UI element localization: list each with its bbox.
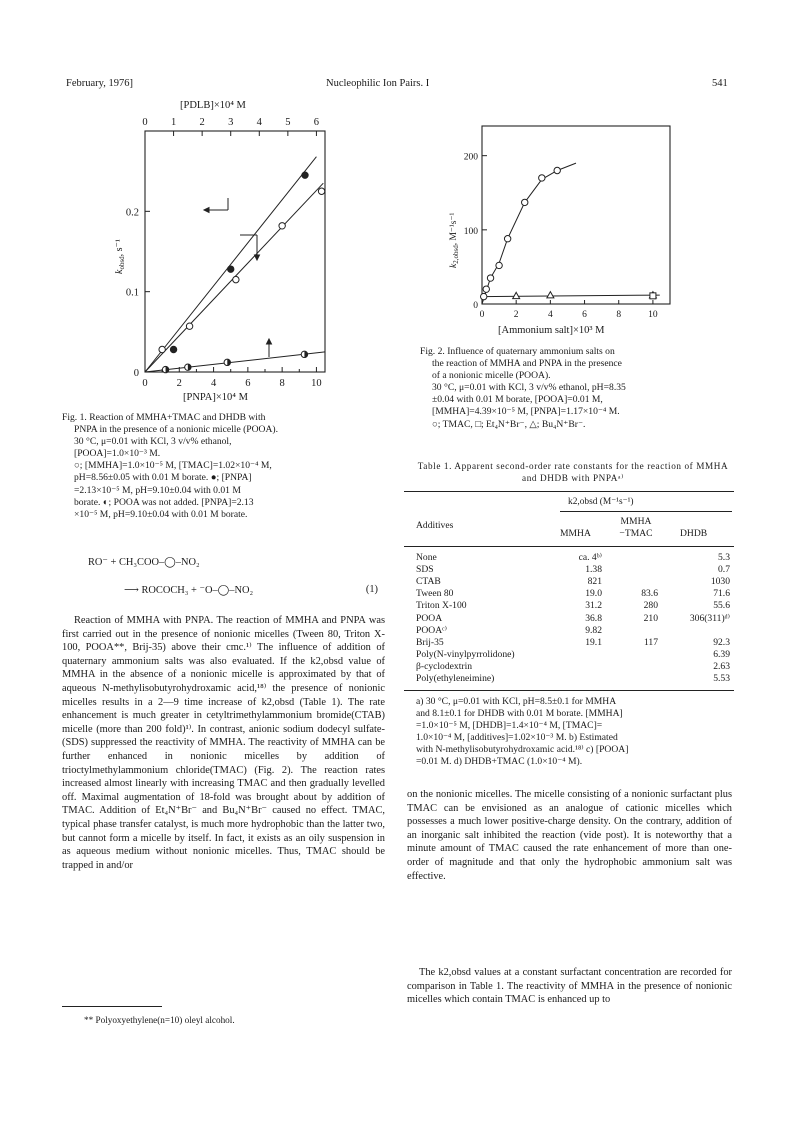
- fig1-axis-ticks: [145, 131, 316, 372]
- table-cell-mmha: 1.38: [585, 563, 602, 575]
- fig1-caption-line: 30 °C, μ=0.01 with KCl, 3 v/v% ethanol,: [74, 436, 232, 448]
- fig2-flat-line: [482, 295, 660, 296]
- table-note-line: and 8.1±0.1 for DHDB with 0.01 M borate. [MMHA]: [416, 708, 623, 720]
- equation-number: (1): [365, 584, 378, 595]
- table-cell-mmha-tmac: [612, 563, 672, 575]
- fig1-data-point-half-filled-circle: [162, 366, 168, 372]
- table-cell-mmha-tmac: 117: [643, 636, 658, 648]
- table-row: [414, 624, 732, 636]
- header-page-number: 541: [712, 78, 728, 89]
- fig2-data-point-open-circle: [522, 199, 528, 205]
- table-bottom-rule: [404, 690, 734, 691]
- fig2-x-tick-labels: [480, 310, 658, 320]
- fig2-caption-line: of a nonionic micelle (POOA).: [432, 370, 551, 382]
- table-header-k2obsd: k2,obsd (M⁻¹s⁻¹): [568, 497, 634, 507]
- table-cell-dhdb: 2.63: [713, 661, 730, 673]
- fig2-data-point-open-circle: [504, 236, 510, 242]
- table-cell-additive: Triton X-100: [416, 600, 467, 612]
- fig2-caption-line: Influence of quaternary ammonium salts on: [447, 346, 615, 357]
- fig2-data-point-open-square: [650, 293, 656, 299]
- fig1-x-tick-label: 0: [142, 378, 148, 389]
- table-cell-mmha-tmac: 210: [643, 612, 658, 624]
- fig1-data-point-filled-circle: [302, 172, 308, 178]
- fig2-data-point-open-circle: [554, 167, 560, 173]
- table-cell-dhdb: 6.39: [713, 649, 730, 661]
- fig2-plot-frame: [482, 126, 670, 304]
- fig1-data-point-open-circle: [186, 323, 192, 329]
- fig2-y-tick-label: 100: [463, 226, 478, 237]
- figure-1-chart: [100, 96, 350, 404]
- fig1-top-tick-label: 2: [199, 117, 205, 128]
- footnote: ** Polyoxyethylene(n=10) oleyl alcohol.: [84, 1015, 235, 1025]
- fig1-x-tick-label: 6: [245, 378, 251, 389]
- header-title: Nucleophilic Ion Pairs. I: [326, 78, 430, 89]
- fig1-plot-frame: [145, 131, 325, 372]
- table-cell-mmha-tmac: [612, 624, 672, 636]
- fig1-top-tick-labels: [142, 117, 319, 128]
- table-top-rule: [404, 491, 734, 492]
- fig2-caption-line: ○; TMAC, □; Et₄N⁺Br⁻, △; Bu₄N⁺Br⁻.: [432, 418, 586, 430]
- table-row: [414, 575, 732, 587]
- table-cell-mmha-tmac: [612, 575, 672, 587]
- fig1-data-point-filled-circle: [228, 266, 234, 272]
- equation-line-2: ⟶ ROCOCH₃ + ⁻O–◯–NO₂: [124, 585, 254, 596]
- table-cell-additive: POOA: [416, 612, 443, 624]
- fig1-data-point-filled-circle: [170, 346, 176, 352]
- fig2-data-point-open-circle: [539, 175, 545, 181]
- table-header-mmha-tmac: MMHA −TMAC: [619, 516, 653, 539]
- table-1-notes: [416, 696, 736, 769]
- fig2-data-point-open-circle: [481, 293, 487, 299]
- table-cell-mmha: [556, 649, 612, 661]
- footnote-divider: [62, 1006, 162, 1007]
- table-1: [414, 551, 732, 685]
- fig2-data-point-open-triangle: [513, 292, 520, 298]
- table-cell-mmha: 9.82: [585, 624, 602, 636]
- fig1-caption-line: ×10⁻⁵ M, pH=9.10±0.04 with 0.01 M borate.: [74, 508, 248, 520]
- fig2-y-tick-label: 0: [473, 301, 478, 311]
- fig2-x-tick-label: 10: [648, 310, 658, 320]
- fig1-data-point-open-circle: [318, 188, 324, 194]
- table-cell-mmha-tmac: [612, 551, 672, 563]
- fig1-x-tick-label: 10: [311, 378, 322, 389]
- table-cell-dhdb: 5.3: [718, 551, 730, 563]
- equation-1: [88, 556, 378, 596]
- table-cell-mmha-tmac: 280: [643, 600, 658, 612]
- table-row: [414, 636, 732, 648]
- fig1-data-point-half-filled-circle: [185, 364, 191, 370]
- fig2-axis-ticks: [482, 156, 653, 304]
- table-cell-additive: Brij-35: [416, 636, 444, 648]
- table-row: [414, 649, 732, 661]
- fig1-caption-title: Fig. 1.: [62, 412, 87, 423]
- fig1-regression-line-half: [145, 352, 325, 372]
- table-row: [414, 600, 732, 612]
- figure-2-caption: [420, 346, 730, 431]
- table-cell-mmha: [556, 673, 612, 685]
- fig1-top-tick-label: 0: [142, 117, 148, 128]
- header-date: February, 1976]: [66, 78, 133, 89]
- table-header-additives: Additives: [416, 520, 454, 531]
- fig2-x-tick-label: 4: [547, 310, 553, 320]
- fig1-data-point-open-circle: [159, 346, 165, 352]
- table-cell-dhdb: 71.6: [713, 588, 730, 600]
- fig1-y-tick-label: 0.1: [125, 287, 139, 299]
- table-cell-mmha: [556, 661, 612, 673]
- fig1-data-point-open-circle: [279, 223, 285, 229]
- table-cell-mmha: 19.1: [585, 636, 602, 648]
- table-note-line: =0.01 M. d) DHDB+TMAC (1.0×10⁻⁴ M).: [416, 756, 583, 768]
- fig1-y-tick-label: 0: [133, 368, 139, 379]
- fig2-y-axis-label: $k_{2,obsd}$, M⁻¹s⁻¹: [449, 212, 460, 268]
- table-cell-mmha: 19.0: [585, 588, 602, 600]
- fig2-caption-line: 30 °C, μ=0.01 with KCl, 3 v/v% ethanol, pH=8.35: [432, 382, 626, 394]
- fig1-top-tick-label: 3: [228, 117, 234, 128]
- fig1-top-tick-label: 6: [313, 117, 320, 128]
- fig1-x-tick-label: 2: [176, 378, 182, 389]
- table-cell-additive: None: [416, 551, 437, 563]
- table-cell-dhdb: 55.6: [713, 600, 730, 612]
- fig1-y-tick-labels: [126, 207, 139, 379]
- table-cell-additive: β-cyclodextrin: [416, 661, 473, 673]
- fig2-caption-line: the reaction of MMHA and PNPA in the presence: [432, 358, 622, 370]
- table-cell-dhdb: 306(311)ᵈ⁾: [689, 612, 730, 624]
- fig1-y-axis-label: $k_{obsd}$, s⁻¹: [114, 239, 126, 274]
- table-cell-dhdb: [672, 624, 732, 636]
- fig1-x-tick-labels: [142, 378, 321, 389]
- table-row: [414, 661, 732, 673]
- table-cell-mmha: 36.8: [585, 612, 602, 624]
- right-body-paragraph: The k2,obsd values at a constant surfactant concentration are recorded for comparison in Table 1. The reactivity of MMHA in the presence of nonionic micelles which contain TMAC is enhanced up to: [407, 967, 732, 1006]
- table-cell-mmha-tmac: 83.6: [641, 588, 658, 600]
- fig2-x-tick-label: 0: [479, 310, 485, 320]
- fig2-x-axis-label: [Ammonium salt]×10³ M: [498, 325, 605, 336]
- fig1-x-tick-label: 4: [210, 378, 217, 389]
- table-cell-dhdb: 92.3: [713, 636, 730, 648]
- fig2-caption-line: [MMHA]=4.39×10⁻⁵ M, [PNPA]=1.17×10⁻⁴ M.: [432, 406, 620, 418]
- table-cell-dhdb: 5.53: [713, 673, 730, 685]
- fig2-x-tick-label: 8: [616, 310, 622, 320]
- fig2-y-tick-label: 200: [463, 152, 478, 163]
- equation-line-1: RO⁻ + CH₃COO–◯–NO₂: [88, 557, 200, 568]
- table-cell-mmha-tmac: [612, 649, 672, 661]
- table-group-rule: [560, 511, 732, 512]
- fig1-caption-line: Reaction of MMHA+TMAC and DHDB with: [89, 412, 266, 423]
- table-cell-mmha: 821: [587, 575, 602, 587]
- fig2-data-point-open-circle: [483, 286, 489, 292]
- table-row: [414, 588, 732, 600]
- table-cell-mmha-tmac: [612, 673, 672, 685]
- fig1-data-point-half-filled-circle: [224, 359, 230, 365]
- table-header-dhdb: DHDB: [680, 528, 708, 539]
- fig1-top-tick-label: 4: [256, 117, 262, 128]
- table-cell-mmha-tmac: [612, 661, 672, 673]
- fig1-data-points: [159, 172, 325, 373]
- fig2-caption-line: ±0.04 with 0.01 M borate, [POOA]=0.01 M,: [432, 394, 603, 406]
- fig1-regression-line-filled: [145, 157, 316, 372]
- fig2-data-point-open-triangle: [547, 292, 554, 298]
- fig1-data-point-open-circle: [233, 276, 239, 282]
- fig1-caption-line: [POOA]=1.0×10⁻³ M.: [74, 448, 161, 460]
- table-note-line: a) 30 °C, μ=0.01 with KCl, pH=8.5±0.1 for MMHA: [416, 696, 617, 707]
- table-note-line: with N-methylisobutyrohydroxamic acid.¹⁸⁾ c) [POOA]: [416, 744, 629, 756]
- fig2-tmac-curve: [482, 163, 576, 304]
- fig2-x-tick-label: 2: [513, 310, 519, 320]
- figure-1-caption: [62, 412, 367, 521]
- fig2-data-point-open-circle: [487, 275, 493, 281]
- table-row: [414, 673, 732, 685]
- table-note-line: =1.0×10⁻⁵ M, [DHDB]=1.4×10⁻⁴ M, [TMAC]=: [416, 720, 603, 732]
- fig1-bottom-axis-label: [PNPA]×10⁴ M: [183, 392, 248, 403]
- fig1-data-point-half-filled-circle: [301, 351, 307, 357]
- fig2-x-tick-label: 6: [582, 310, 587, 320]
- fig1-x-tick-label: 8: [279, 378, 285, 389]
- fig2-data-points: [481, 167, 657, 299]
- fig1-top-tick-label: 1: [170, 117, 177, 128]
- fig1-caption-line: PNPA in the presence of a nonionic micelle (POOA).: [74, 424, 279, 436]
- table-cell-additive: Poly(N-vinylpyrrolidone): [416, 649, 515, 661]
- fig1-caption-line: borate. ◐; POOA was not added. [PNPA]=2.13: [74, 496, 254, 508]
- table-1-title: Table 1. Apparent second-order rate constants for the reaction of MMHA and DHDB with PNPAᵃ⁾: [417, 461, 729, 483]
- table-cell-additive: Poly(ethyleneimine): [416, 673, 495, 685]
- left-body-paragraph: Reaction of MMHA with PNPA. The reaction of MMHA and PNPA was first carried out in the presence of nonionic micelles (Tween 80, Triton X-100, POOA**, Brij-35) above their cmc.¹⁾ The influence of addition of quaternary ammonium salts was also evaluated. If the k2,obsd value of MMHA in the absence of a nonionic micelle is approximated by that of aqueous N-methylisobutyrohydroxamic acid,¹⁸⁾ the presence of nonionic micelles results in a 2—9 time increase of k2,obsd (Table 1). The rate enhancement is much greater in cetyltrimethylammonium bromide(CTAB) micelle (more than 200 fold)¹⁾. In contrast, anionic sodium dodecyl sulfate-(SDS) suppressed the reactivity of MMHA. The reactivity of MMHA can be further enhanced in nonionic micelles by addition of trioctylmethylammonium chloride(TMAC) (Fig. 2). The reaction rates increased almost linearly with increasing TMAC and then gradually levelled off. Maximal augmentation of 18-fold was brought about by addition of TMAC. Addition of Et₄N⁺Br⁻ and Bu₄N⁺Br⁻ caused no effect. TMAC, typical phase transfer catalyst, is much more hydrophobic than the latter two, but cannot form a micelle by itself. In fact, it exists as an oily suspension in as aqueous medium without nonionic micelles. Thus, TMAC should be trapped in and/or: [62, 615, 385, 871]
- fig1-caption-line: =2.13×10⁻⁵ M, pH=9.10±0.04 with 0.01 M: [74, 484, 241, 496]
- fig1-top-axis-label: [PDLB]×10⁴ M: [180, 100, 246, 111]
- table-row: [414, 563, 732, 575]
- fig1-top-tick-label: 5: [285, 117, 291, 128]
- table-row: [414, 612, 732, 624]
- right-body-paragraph: on the nonionic micelles. The micelle consisting of a nonionic surfactant plus TMAC can be envisioned as an analogue of cationic micelles which possesses a much lower positive-charge density. On the contrary, addition of an inorganic salt inhibited the reaction (vide post). It is noteworthy that a minute amount of TMAC caused the rate enhancement of more than one-order of magnitude and that only the hydrophobic ammonium salt was effective.: [407, 789, 732, 882]
- fig1-y-tick-label: 0.2: [125, 207, 139, 219]
- table-header-rule: [404, 546, 734, 547]
- table-row: [414, 551, 732, 563]
- table-cell-mmha: 31.2: [585, 600, 602, 612]
- table-cell-dhdb: 0.7: [718, 563, 730, 575]
- fig2-data-point-open-circle: [496, 262, 502, 268]
- fig1-caption-line: ○; [MMHA]=1.0×10⁻⁵ M, [TMAC]=1.02×10⁻⁴ M,: [74, 460, 272, 472]
- table-note-line: 1.0×10⁻⁴ M, [additives]=1.02×10⁻³ M. b) Estimated: [416, 732, 618, 744]
- fig2-caption-title: Fig. 2.: [420, 346, 445, 357]
- fig2-y-tick-labels: [464, 153, 479, 311]
- table-cell-additive: CTAB: [416, 575, 441, 587]
- table-header-mmha: MMHA: [560, 528, 591, 539]
- table-cell-mmha: ca. 4ᵇ⁾: [578, 551, 602, 563]
- table-cell-additive: SDS: [416, 563, 434, 575]
- table-cell-dhdb: 1030: [710, 575, 730, 587]
- figure-2-chart: [440, 118, 680, 338]
- table-cell-additive: Tween 80: [416, 588, 454, 600]
- fig1-caption-line: pH=8.56±0.05 with 0.01 M borate. ●; [PNPA]: [74, 472, 252, 484]
- table-cell-additive: POOAᶜ⁾: [416, 624, 447, 636]
